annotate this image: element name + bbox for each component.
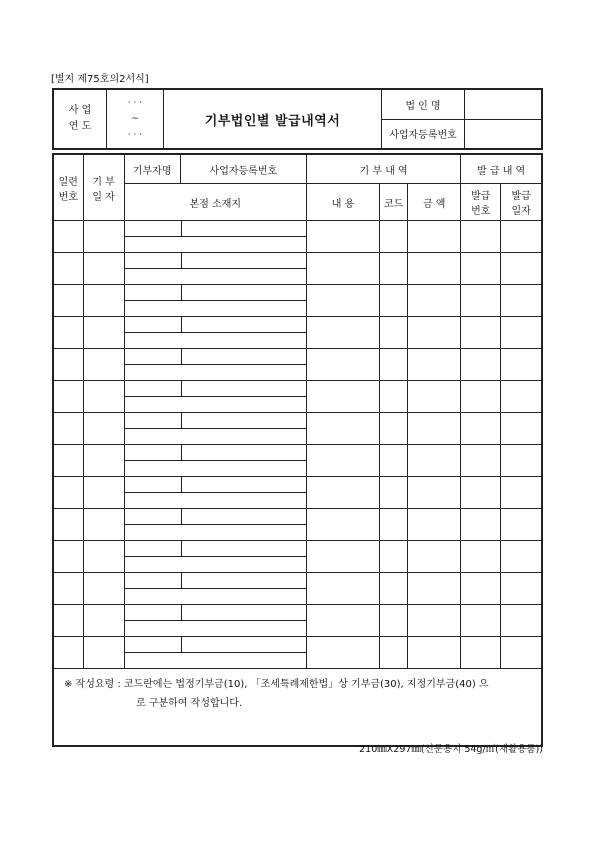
donor-cell[interactable] [124, 541, 306, 573]
code-cell[interactable] [380, 221, 408, 253]
donor-divider [181, 509, 182, 524]
amount-cell[interactable] [408, 413, 461, 445]
donor-divider [181, 605, 182, 620]
code-cell[interactable] [380, 349, 408, 381]
issue-date-cell[interactable] [501, 637, 542, 669]
issue-number-header: 발급 번호 [461, 184, 501, 221]
issue-date-cell[interactable] [501, 317, 542, 349]
content-cell[interactable] [306, 221, 379, 253]
corp-reg-label: 사업자등록번호 [382, 119, 465, 149]
donor-name-reg-line [125, 445, 306, 461]
content-cell[interactable] [306, 349, 379, 381]
date-cell[interactable] [83, 477, 124, 509]
table-row [53, 221, 542, 253]
seq-cell[interactable] [53, 317, 83, 349]
donor-cell[interactable] [124, 477, 306, 509]
content-cell[interactable] [306, 253, 379, 285]
date-cell[interactable] [83, 573, 124, 605]
donor-cell[interactable] [124, 285, 306, 317]
content-cell[interactable] [306, 509, 379, 541]
seq-cell[interactable] [53, 509, 83, 541]
issuance-table [52, 153, 543, 747]
donor-address-header: 본점 소재지 [124, 184, 306, 221]
business-period-field[interactable]: · · · ~ · · · [107, 89, 164, 149]
issue-number-cell[interactable] [461, 573, 501, 605]
content-cell[interactable] [306, 285, 379, 317]
paper-spec-footer: 210㎜X297㎜(신문용지 54g/㎡(재활용품)) [359, 744, 543, 755]
donor-divider [181, 349, 182, 364]
seq-cell[interactable] [53, 285, 83, 317]
issue-number-cell[interactable] [461, 221, 501, 253]
table-row [53, 317, 542, 349]
donor-name-reg-line [125, 317, 306, 333]
date-cell[interactable] [83, 317, 124, 349]
amount-cell[interactable] [408, 477, 461, 509]
code-cell[interactable] [380, 253, 408, 285]
donor-name-reg-line [125, 381, 306, 397]
donor-cell[interactable] [124, 509, 306, 541]
corp-name-label: 법 인 명 [382, 89, 465, 119]
content-cell[interactable] [306, 637, 379, 669]
issue-number-cell[interactable] [461, 381, 501, 413]
date-cell[interactable] [83, 221, 124, 253]
donor-name-reg-line [125, 605, 306, 621]
issue-number-cell[interactable] [461, 541, 501, 573]
table-row [53, 349, 542, 381]
donor-cell[interactable] [124, 381, 306, 413]
amount-cell[interactable] [408, 509, 461, 541]
issue-details-header: 발 급 내 역 [461, 154, 542, 184]
amount-cell[interactable] [408, 221, 461, 253]
table-row [53, 253, 542, 285]
donor-name-reg-line [125, 413, 306, 429]
date-cell[interactable] [83, 349, 124, 381]
table-row [53, 573, 542, 605]
header-table [52, 88, 543, 150]
issue-date-cell[interactable] [501, 477, 542, 509]
date-cell[interactable] [83, 541, 124, 573]
issue-number-cell[interactable] [461, 413, 501, 445]
content-cell[interactable] [306, 541, 379, 573]
issue-number-cell[interactable] [461, 509, 501, 541]
donor-name-reg-line [125, 509, 306, 525]
issue-date-cell[interactable] [501, 349, 542, 381]
corp-reg-field[interactable] [465, 119, 543, 149]
donor-divider [181, 573, 182, 588]
issue-number-cell[interactable] [461, 445, 501, 477]
donor-cell[interactable] [124, 637, 306, 669]
date-cell[interactable] [83, 285, 124, 317]
date-cell[interactable] [83, 413, 124, 445]
amount-cell[interactable] [408, 381, 461, 413]
donor-reg-header: 사업자등록번호 [180, 154, 306, 184]
form-title: 기부법인별 발급내역서 [164, 89, 382, 149]
donor-cell[interactable] [124, 605, 306, 637]
code-cell[interactable] [380, 541, 408, 573]
issue-date-cell[interactable] [501, 509, 542, 541]
amount-cell[interactable] [408, 541, 461, 573]
donor-divider [181, 317, 182, 332]
table-row [53, 541, 542, 573]
donor-cell[interactable] [124, 573, 306, 605]
seq-cell[interactable] [53, 541, 83, 573]
seq-cell[interactable] [53, 637, 83, 669]
seq-cell[interactable] [53, 445, 83, 477]
seq-cell[interactable] [53, 477, 83, 509]
code-cell[interactable] [380, 509, 408, 541]
donor-divider [181, 445, 182, 460]
issue-date-cell[interactable] [501, 285, 542, 317]
date-cell[interactable] [83, 637, 124, 669]
table-row [53, 285, 542, 317]
seq-cell[interactable] [53, 605, 83, 637]
issue-date-header: 발급 일자 [501, 184, 542, 221]
code-cell[interactable] [380, 637, 408, 669]
seq-cell[interactable] [53, 381, 83, 413]
corp-name-field[interactable] [465, 89, 543, 119]
content-cell[interactable] [306, 573, 379, 605]
issue-date-cell[interactable] [501, 413, 542, 445]
col-seq-header: 일련 번호 [53, 154, 83, 221]
donor-name-header: 기부자명 [124, 154, 180, 184]
amount-cell[interactable] [408, 349, 461, 381]
date-cell[interactable] [83, 381, 124, 413]
donor-name-reg-line [125, 541, 306, 557]
donor-cell[interactable] [124, 253, 306, 285]
issue-date-cell[interactable] [501, 541, 542, 573]
code-cell[interactable] [380, 413, 408, 445]
issue-date-cell[interactable] [501, 445, 542, 477]
code-cell[interactable] [380, 477, 408, 509]
issue-number-cell[interactable] [461, 317, 501, 349]
code-cell[interactable] [380, 573, 408, 605]
donor-cell[interactable] [124, 317, 306, 349]
table-row [53, 413, 542, 445]
donor-name-reg-line [125, 285, 306, 301]
donor-divider [181, 253, 182, 268]
seq-cell[interactable] [53, 253, 83, 285]
donation-details-header: 기 부 내 역 [306, 154, 460, 184]
issue-number-cell[interactable] [461, 605, 501, 637]
donor-name-reg-line [125, 573, 306, 589]
content-cell[interactable] [306, 413, 379, 445]
amount-cell[interactable] [408, 605, 461, 637]
donor-name-reg-line [125, 477, 306, 493]
issue-date-cell[interactable] [501, 573, 542, 605]
code-cell[interactable] [380, 285, 408, 317]
table-row [53, 445, 542, 477]
code-cell[interactable] [380, 381, 408, 413]
seq-cell[interactable] [53, 349, 83, 381]
amount-cell[interactable] [408, 573, 461, 605]
seq-cell[interactable] [53, 573, 83, 605]
donor-name-reg-line [125, 349, 306, 365]
donor-divider [181, 381, 182, 396]
donor-name-reg-line [125, 221, 306, 237]
business-year-label: 사 업 연 도 [53, 89, 107, 149]
form-label: [별지 제75호의2서식] [51, 74, 149, 85]
date-cell[interactable] [83, 605, 124, 637]
amount-cell[interactable] [408, 637, 461, 669]
content-cell[interactable] [306, 381, 379, 413]
code-cell[interactable] [380, 445, 408, 477]
seq-cell[interactable] [53, 413, 83, 445]
amount-cell[interactable] [408, 253, 461, 285]
issue-number-cell[interactable] [461, 285, 501, 317]
table-row [53, 381, 542, 413]
content-header: 내 용 [306, 184, 379, 221]
content-cell[interactable] [306, 605, 379, 637]
amount-header: 금 액 [408, 184, 461, 221]
seq-cell[interactable] [53, 221, 83, 253]
code-cell[interactable] [380, 605, 408, 637]
donor-divider [181, 637, 182, 652]
table-row [53, 637, 542, 669]
issue-number-cell[interactable] [461, 637, 501, 669]
amount-cell[interactable] [408, 445, 461, 477]
donor-cell[interactable] [124, 445, 306, 477]
content-cell[interactable] [306, 445, 379, 477]
donor-cell[interactable] [124, 221, 306, 253]
issue-date-cell[interactable] [501, 221, 542, 253]
content-cell[interactable] [306, 317, 379, 349]
code-cell[interactable] [380, 317, 408, 349]
donor-divider [181, 541, 182, 556]
donor-divider [181, 477, 182, 492]
amount-cell[interactable] [408, 317, 461, 349]
issue-date-cell[interactable] [501, 253, 542, 285]
col-date-header: 기 부 일 자 [83, 154, 124, 221]
issue-date-cell[interactable] [501, 605, 542, 637]
issue-date-cell[interactable] [501, 381, 542, 413]
date-cell[interactable] [83, 445, 124, 477]
issue-number-cell[interactable] [461, 477, 501, 509]
code-header: 코드 [380, 184, 408, 221]
amount-cell[interactable] [408, 285, 461, 317]
issue-number-cell[interactable] [461, 349, 501, 381]
donor-name-reg-line [125, 637, 306, 653]
donor-divider [181, 285, 182, 300]
date-cell[interactable] [83, 509, 124, 541]
table-row [53, 605, 542, 637]
content-cell[interactable] [306, 477, 379, 509]
issue-number-cell[interactable] [461, 253, 501, 285]
donor-divider [181, 221, 182, 236]
date-cell[interactable] [83, 253, 124, 285]
donor-name-reg-line [125, 253, 306, 269]
donor-cell[interactable] [124, 349, 306, 381]
donor-cell[interactable] [124, 413, 306, 445]
table-row [53, 477, 542, 509]
table-row [53, 509, 542, 541]
donor-divider [181, 413, 182, 428]
writing-instructions: ※ 작성요령 : 코드란에는 법정기부금(10), 「조세특례제한법」상 기부금(30), 지정기부금(40) 으 로 구분하여 작성합니다. [53, 669, 542, 747]
